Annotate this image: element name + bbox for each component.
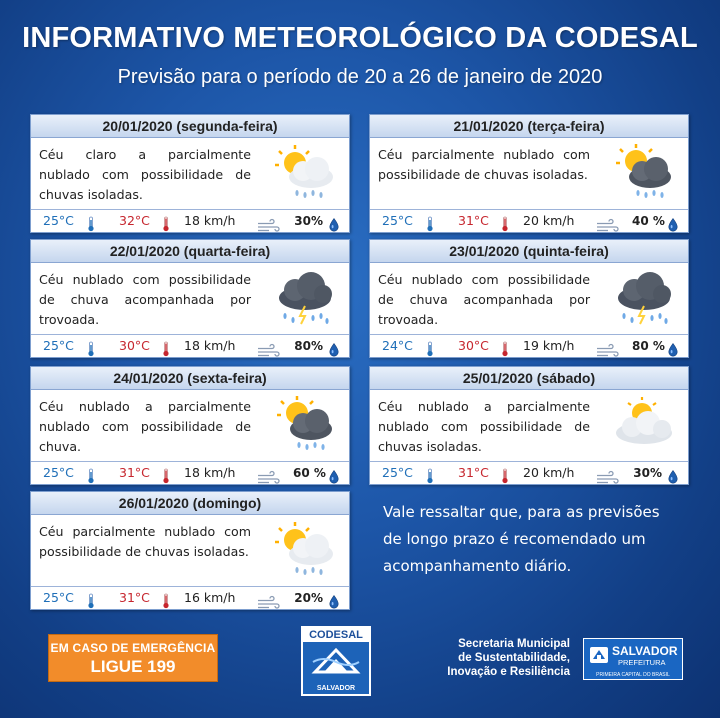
temp-max-value: 31°C [458, 213, 489, 228]
thermometer-icon [87, 338, 95, 360]
codesal-logo [301, 626, 371, 696]
forecast-card-7 [30, 491, 350, 610]
thermometer-hot-icon [501, 338, 509, 360]
secretaria-line1: Secretaria Municipal [458, 638, 570, 650]
forecast-card-4 [369, 239, 689, 358]
temp-min-value: 25°C [43, 338, 74, 353]
forecast-stats [370, 334, 688, 357]
codesal-logo-label: CODESAL [303, 628, 369, 642]
thermometer-icon [426, 338, 434, 360]
wind-speed-value: 20 km/h [523, 465, 575, 480]
sun-dark-cloud-rain-icon [271, 395, 339, 453]
raindrop-icon [329, 214, 339, 236]
wind-icon [596, 216, 620, 238]
wind-speed-value: 19 km/h [523, 338, 575, 353]
salvador-crest-icon [588, 644, 610, 666]
forecast-date: 23/01/2020 (quinta-feira) [370, 240, 688, 263]
thermometer-hot-icon [162, 590, 170, 612]
thermometer-hot-icon [162, 465, 170, 487]
advisory-note: Vale ressaltar que, para as previsões de longo prazo é recomendado um acompanhamento diário. [383, 503, 660, 575]
forecast-description: Céu nublado com possibilidade de chuva acompanhada por trovoada. [378, 272, 590, 327]
wind-speed-value: 18 km/h [184, 213, 236, 228]
raindrop-icon [329, 339, 339, 361]
thermometer-hot-icon [501, 213, 509, 235]
raindrop-icon [329, 591, 339, 613]
wind-icon [257, 593, 281, 615]
forecast-date: 24/01/2020 (sexta-feira) [31, 367, 349, 390]
forecast-stats [31, 209, 349, 232]
rain-chance-value: 80 % [632, 339, 665, 353]
emergency-label: EM CASO DE EMERGÊNCIA [50, 641, 216, 655]
forecast-stats [31, 461, 349, 484]
temp-min-value: 25°C [382, 465, 413, 480]
temp-min-value: 24°C [382, 338, 413, 353]
wind-icon [257, 216, 281, 238]
rain-chance-value: 40 % [632, 214, 665, 228]
temp-max-value: 30°C [458, 338, 489, 353]
temp-min-value: 25°C [43, 465, 74, 480]
forecast-card-2 [369, 114, 689, 233]
forecast-date: 20/01/2020 (segunda-feira) [31, 115, 349, 138]
secretaria-line2: de Sustentabilidade, [458, 652, 570, 664]
storm-cloud-rain-icon [610, 268, 678, 326]
sun-cloud-rain-icon [271, 143, 339, 201]
salvador-logo [583, 638, 683, 680]
salvador-prefeitura: PREFEITURA [618, 658, 666, 667]
page-subtitle: Previsão para o período de 20 a 26 de janeiro de 2020 [117, 66, 603, 88]
temp-min-value: 25°C [43, 590, 74, 605]
sun-cloud-icon [610, 395, 678, 453]
forecast-description: Céu nublado a parcialmente nublado com possibilidade de chuva. [39, 399, 251, 454]
temp-max-value: 31°C [119, 465, 150, 480]
temp-max-value: 31°C [458, 465, 489, 480]
forecast-description: Céu nublado a parcialmente nublado com possibilidade de chuvas isoladas. [378, 399, 590, 454]
wind-icon [596, 468, 620, 490]
forecast-date: 22/01/2020 (quarta-feira) [31, 240, 349, 263]
wind-icon [257, 341, 281, 363]
temp-max-value: 32°C [119, 213, 150, 228]
thermometer-icon [87, 213, 95, 235]
emergency-phone: LIGUE 199 [90, 657, 176, 676]
salvador-name: SALVADOR [612, 644, 678, 658]
forecast-stats [31, 586, 349, 609]
rain-chance-value: 80% [294, 339, 323, 353]
forecast-date: 25/01/2020 (sábado) [370, 367, 688, 390]
rain-chance-value: 60 % [293, 466, 326, 480]
codesal-logo-sub: SALVADOR [316, 685, 356, 692]
sun-cloud-rain-icon [271, 520, 339, 578]
raindrop-icon [329, 466, 339, 488]
raindrop-icon [668, 339, 678, 361]
forecast-stats [370, 209, 688, 232]
codesal-emblem-icon [311, 646, 361, 676]
wind-speed-value: 20 km/h [523, 213, 575, 228]
wind-speed-value: 16 km/h [184, 590, 236, 605]
wind-icon [596, 341, 620, 363]
temp-min-value: 25°C [382, 213, 413, 228]
wind-speed-value: 18 km/h [184, 465, 236, 480]
forecast-card-5 [30, 366, 350, 485]
wind-speed-value: 18 km/h [184, 338, 236, 353]
storm-cloud-rain-icon [271, 268, 339, 326]
thermometer-icon [426, 465, 434, 487]
forecast-description: Céu claro a parcialmente nublado com possibilidade de chuvas isoladas. [39, 147, 251, 202]
forecast-description: Céu nublado com possibilidade de chuva acompanhada por trovoada. [39, 272, 251, 327]
forecast-description: Céu parcialmente nublado com possibilidade de chuvas isoladas. [39, 524, 251, 559]
forecast-card-6 [369, 366, 689, 485]
temp-max-value: 30°C [119, 338, 150, 353]
temp-max-value: 31°C [119, 590, 150, 605]
raindrop-icon [668, 466, 678, 488]
salvador-tagline: PRIMEIRA CAPITAL DO BRASIL [596, 672, 670, 678]
forecast-card-1 [30, 114, 350, 233]
rain-chance-value: 30% [633, 466, 662, 480]
forecast-stats [370, 461, 688, 484]
rain-chance-value: 30% [294, 214, 323, 228]
page-title: INFORMATIVO METEOROLÓGICO DA CODESAL [22, 22, 698, 54]
thermometer-hot-icon [501, 465, 509, 487]
temp-min-value: 25°C [43, 213, 74, 228]
thermometer-icon [426, 213, 434, 235]
forecast-date: 21/01/2020 (terça-feira) [370, 115, 688, 138]
thermometer-hot-icon [162, 213, 170, 235]
rain-chance-value: 20% [294, 591, 323, 605]
secretaria-text [418, 637, 570, 679]
raindrop-icon [668, 214, 678, 236]
wind-icon [257, 468, 281, 490]
forecast-stats [31, 334, 349, 357]
forecast-card-3 [30, 239, 350, 358]
thermometer-hot-icon [162, 338, 170, 360]
forecast-date: 26/01/2020 (domingo) [31, 492, 349, 515]
secretaria-line3: Inovação e Resiliência [447, 666, 570, 678]
emergency-box [48, 634, 218, 682]
sun-dark-cloud-rain-icon [610, 143, 678, 201]
thermometer-icon [87, 590, 95, 612]
forecast-description: Céu parcialmente nublado com possibilidade de chuvas isoladas. [378, 147, 590, 182]
thermometer-icon [87, 465, 95, 487]
